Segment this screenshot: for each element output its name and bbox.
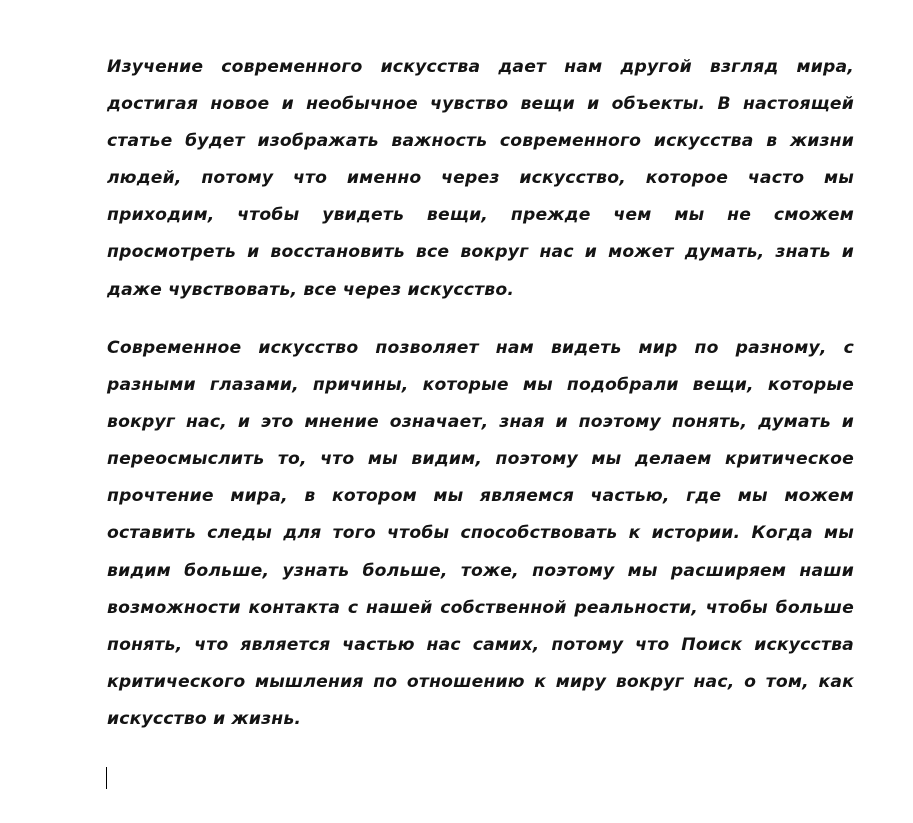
paragraph-1-text[interactable]: Изучение современного искусства дает нам другой взгляд мира, достигая новое и необычное чувство вещи и объекты. В настоящей статье будет изображать важность современного искусства в жизни людей, потому что именно через искусство, которое часто мы приходим, чтобы увидеть вещи, прежде чем мы не сможем просмотреть и восстановить все вокруг нас и может думать, знать и даже чувствовать, все через искусство. bbox=[107, 57, 854, 300]
paragraph-1 bbox=[107, 49, 854, 309]
paragraph-2-text[interactable]: Современное искусство позволяет нам видеть мир по разному, с разными глазами, причины, которые мы подобрали вещи, которые вокруг нас, и это мнение означает, зная и поэтому понять, думать и переосмыслить то, что мы видим, поэтому мы делаем критическое прочтение мира, в котором мы являемся частью, где мы можем оставить следы для того чтобы способствовать к истории. Когда мы видим больше, узнать больше, тоже, поэтому мы расширяем наши возможности контакта с нашей собственной реальности, чтобы больше понять, что является частью нас самих, потому что Поиск искусства критического мышления по отношению к миру вокруг нас, о том, как искусство и жизнь. bbox=[107, 338, 854, 729]
text-cursor bbox=[106, 767, 107, 789]
paragraph-2 bbox=[107, 330, 854, 738]
